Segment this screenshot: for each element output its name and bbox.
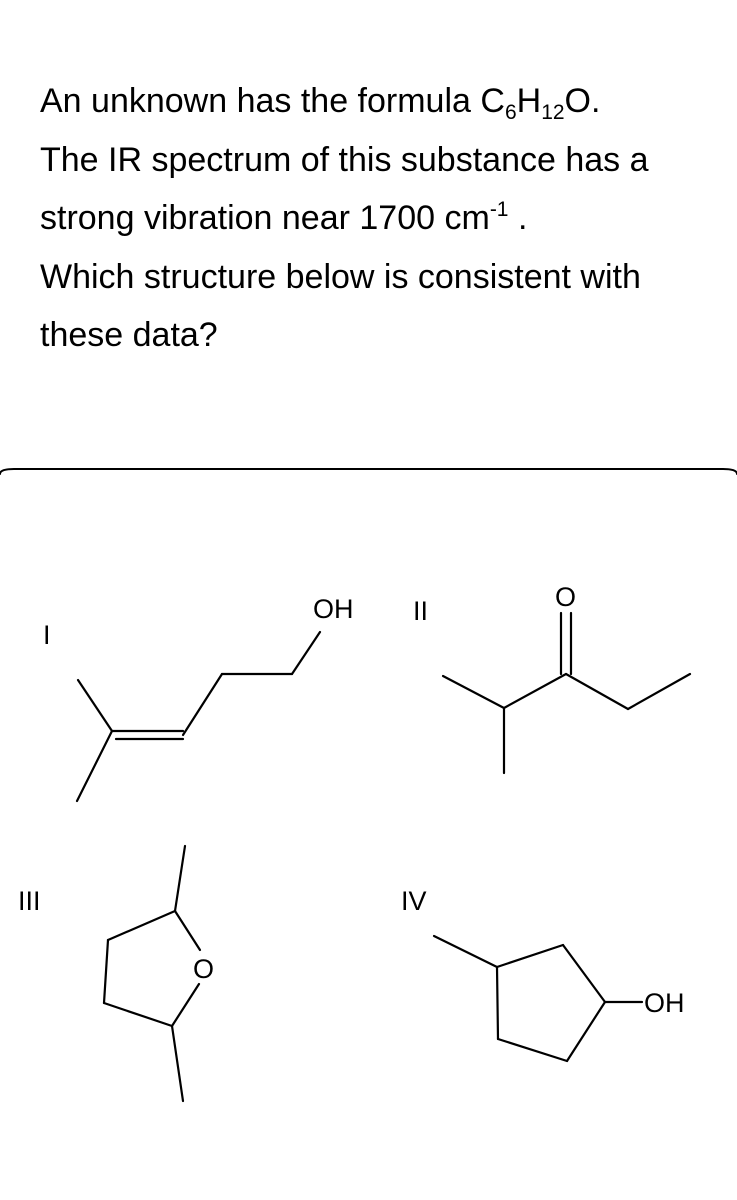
- structures-diagram: [0, 468, 737, 1200]
- wavenumber-superscript: -1: [489, 198, 509, 221]
- ring-oxygen-label: O: [193, 954, 215, 984]
- structure-i-label: I: [43, 620, 51, 650]
- ring-bond: [175, 911, 200, 950]
- ring-bond: [108, 911, 175, 940]
- bond: [78, 680, 112, 731]
- structure-iv[interactable]: [401, 886, 685, 1061]
- ring-bond: [498, 1039, 567, 1061]
- structure-iv-label: IV: [401, 886, 427, 916]
- structure-iii-label: III: [18, 886, 41, 916]
- ring-bond: [104, 1003, 172, 1026]
- card-border: [0, 469, 737, 474]
- bond: [292, 632, 320, 674]
- formula-hydrogen: H: [516, 82, 542, 120]
- formula-oxygen: O.: [564, 82, 601, 120]
- question-line-3: [40, 189, 720, 248]
- hydroxyl-label: OH: [644, 988, 685, 1018]
- hydroxyl-label: OH: [313, 594, 354, 624]
- question-line-5: these data?: [40, 316, 218, 354]
- structure-iii[interactable]: [18, 846, 214, 1101]
- question-line-1: [40, 72, 720, 131]
- structure-ii-label: II: [413, 596, 429, 626]
- bond: [183, 674, 222, 735]
- ir-text-end: .: [508, 199, 528, 237]
- bond: [77, 731, 112, 801]
- bond: [172, 1026, 183, 1101]
- ring-bond: [104, 940, 108, 1003]
- question-line-2: The IR spectrum of this substance has a: [40, 140, 649, 179]
- bond: [566, 674, 628, 709]
- question-line-4: Which structure below is consistent with: [40, 257, 641, 296]
- ring-bond: [567, 1002, 605, 1061]
- ring-bond: [497, 945, 563, 967]
- formula-subscript-c: 6: [504, 101, 517, 124]
- formula-prefix: An unknown has the formula C: [40, 82, 505, 120]
- bond: [434, 936, 497, 967]
- carbonyl-oxygen-label: O: [555, 582, 577, 612]
- ir-text: strong vibration near 1700 cm: [40, 199, 490, 237]
- bond: [628, 674, 690, 709]
- structures-card: [0, 468, 737, 1200]
- bond: [443, 676, 504, 708]
- formula-subscript-h: 12: [541, 101, 565, 124]
- bond: [504, 674, 566, 708]
- ring-bond: [563, 945, 605, 1002]
- question-text: [40, 72, 720, 365]
- ring-bond: [172, 984, 199, 1026]
- structure-i[interactable]: [43, 594, 354, 801]
- ring-bond: [497, 967, 498, 1039]
- bond: [175, 846, 185, 911]
- structure-ii[interactable]: [413, 582, 690, 773]
